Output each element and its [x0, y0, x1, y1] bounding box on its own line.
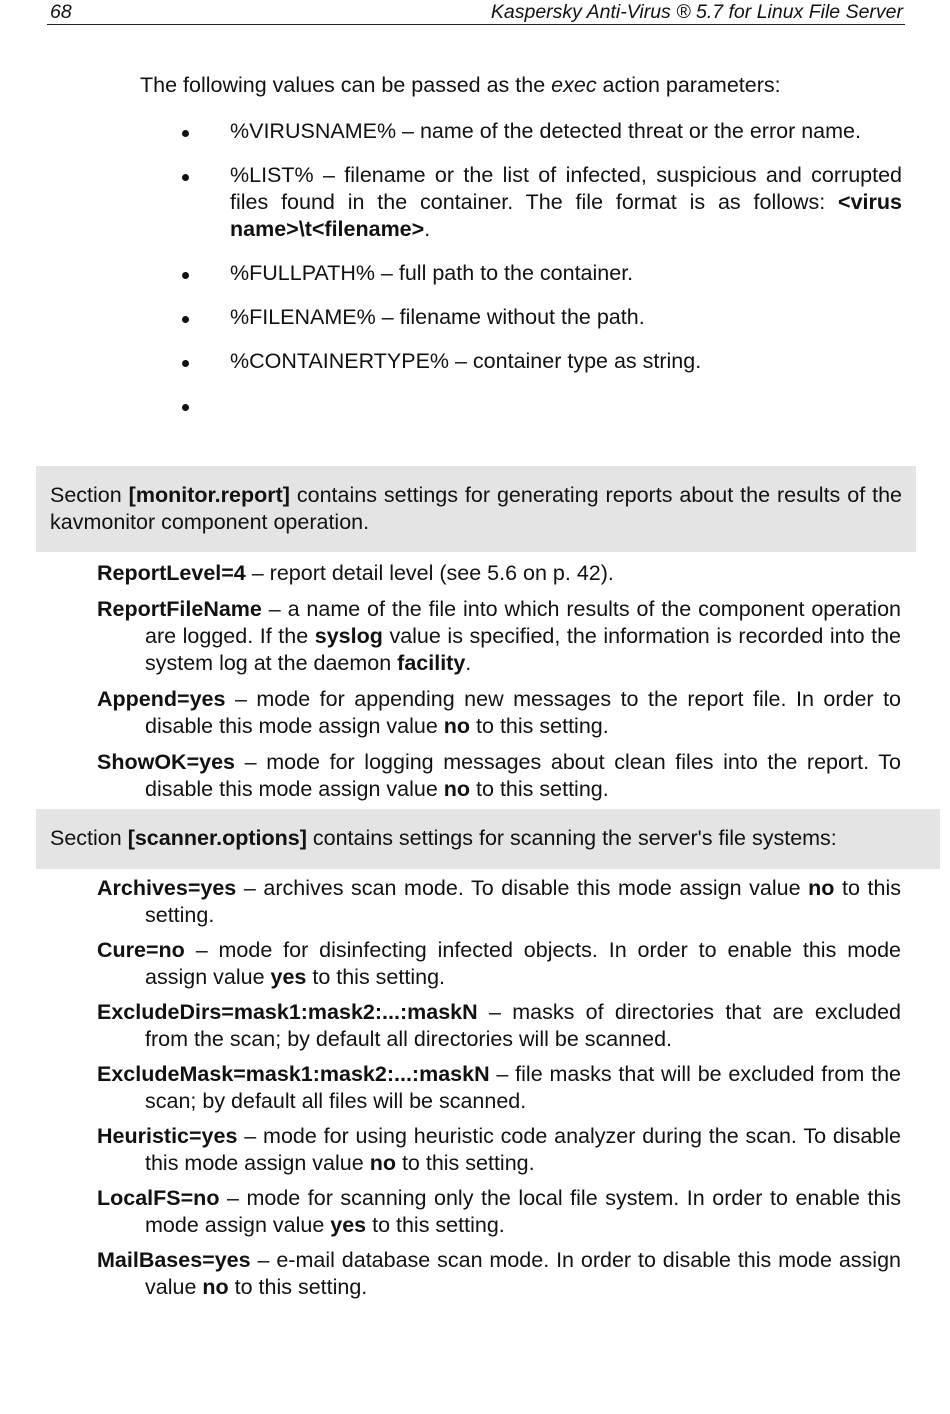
setting-value-term: no: [443, 777, 471, 801]
setting-entry: [97, 560, 901, 587]
list-item-empty: [182, 392, 902, 419]
section-monitor-report-box: [36, 466, 916, 552]
setting-key: MailBases=yes: [97, 1248, 251, 1272]
setting-key: ReportFileName: [97, 597, 262, 621]
setting-description: to this setting.: [228, 1275, 368, 1299]
setting-value-term: facility: [397, 651, 466, 675]
setting-key: ExcludeDirs=mask1:mask2:...:maskN: [97, 1000, 478, 1024]
setting-entry: [97, 875, 901, 929]
setting-key: ExcludeMask=mask1:mask2:...:maskN: [97, 1062, 490, 1086]
setting-entry: [97, 1247, 901, 1301]
setting-description: – mode for logging messages about clean files into the report. To disable this mode assign value: [145, 750, 901, 801]
setting-description: – e-mail database scan mode. In order to disable this mode assign value: [145, 1248, 901, 1299]
setting-entry: [97, 596, 901, 677]
intro-text-end: action parameters:: [596, 73, 781, 97]
setting-key: ShowOK=yes: [97, 750, 236, 774]
bullet-icon: [182, 272, 189, 279]
bullet-icon: [182, 130, 189, 137]
scanner-options-settings: [97, 875, 901, 1309]
intro-paragraph: [140, 71, 910, 99]
bullet-icon: [182, 360, 189, 367]
setting-entry: [97, 749, 901, 803]
setting-entry: [97, 1185, 901, 1239]
setting-value-term: yes: [270, 965, 307, 989]
setting-key: Archives=yes: [97, 876, 237, 900]
section-prefix: Section: [50, 826, 128, 850]
setting-value-term: no: [808, 876, 835, 900]
page-number: 68: [50, 1, 72, 23]
setting-value-term: syslog: [314, 624, 383, 648]
setting-entry: [97, 1123, 901, 1177]
setting-key: Append=yes: [97, 687, 226, 711]
setting-entry: [97, 686, 901, 740]
setting-description: to this setting.: [470, 714, 609, 738]
setting-entry: [97, 937, 901, 991]
setting-key: LocalFS=no: [97, 1186, 220, 1210]
section-prefix: Section: [50, 483, 129, 507]
list-item-text: %LIST% – filename or the list of infected, suspicious and corrupted files found in the container. The file format is as follows:: [230, 163, 902, 214]
setting-entry: [97, 1061, 901, 1115]
list-item-text: %CONTAINERTYPE% – container type as string.: [230, 349, 702, 373]
bullet-icon: [182, 316, 189, 323]
list-item-text: %VIRUSNAME% – name of the detected threat or the error name.: [230, 119, 861, 143]
list-item-text: %FILENAME% – filename without the path.: [230, 305, 645, 329]
section-name: [monitor.report]: [128, 483, 290, 507]
setting-value-term: no: [202, 1275, 229, 1299]
setting-value-term: no: [443, 714, 471, 738]
file-format-term: <virus name>\t<filename>: [230, 190, 902, 241]
setting-description: to this setting.: [145, 876, 901, 927]
setting-description: .: [465, 651, 472, 675]
setting-description: – mode for using heuristic code analyzer during the scan. To disable this mode assign value: [145, 1124, 901, 1175]
setting-value-term: no: [369, 1151, 396, 1175]
monitor-report-settings: [97, 560, 901, 812]
setting-key: Heuristic=yes: [97, 1124, 238, 1148]
setting-key: Cure=no: [97, 938, 185, 962]
intro-exec-term: exec: [551, 73, 597, 97]
page-header: [47, 0, 905, 25]
setting-value-term: yes: [330, 1213, 367, 1237]
list-item: [182, 162, 902, 243]
section-name: [scanner.options]: [127, 826, 307, 850]
intro-text: The following values can be passed as the: [140, 73, 552, 97]
setting-description: to this setting.: [306, 965, 446, 989]
setting-description: to this setting.: [395, 1151, 535, 1175]
list-item-text: %FULLPATH% – full path to the container.: [230, 261, 634, 285]
bullet-icon: [182, 174, 189, 181]
setting-description: – mode for appending new messages to the report file. In order to disable this mode assign value: [145, 687, 901, 738]
setting-description: – file masks that will be excluded from the scan; by default all files will be scanned.: [145, 1062, 901, 1113]
setting-description: to this setting.: [366, 1213, 505, 1237]
setting-description: – masks of directories that are excluded from the scan; by default all directories will be scanned.: [145, 1000, 901, 1051]
setting-description: – mode for scanning only the local file system. In order to enable this mode assign value: [145, 1186, 901, 1237]
bullet-icon: [182, 404, 189, 411]
section-description: contains settings for scanning the server's file systems:: [306, 826, 837, 850]
list-item: [182, 260, 902, 287]
header-title: Kaspersky Anti-Virus ® 5.7 for Linux File Server: [490, 1, 903, 23]
list-item-tail: .: [424, 217, 431, 241]
list-item: [182, 118, 902, 145]
exec-parameter-list: [182, 118, 902, 436]
setting-description: value is specified, the information is recorded into the system log at the daemon: [145, 624, 901, 675]
setting-description: – report detail level (see 5.6 on p. 42).: [245, 561, 614, 585]
setting-description: to this setting.: [470, 777, 609, 801]
list-item: [182, 304, 902, 331]
list-item: [182, 348, 902, 375]
setting-description: – a name of the file into which results of the component operation are logged. If the: [145, 597, 901, 648]
section-scanner-options-box: [36, 809, 940, 869]
setting-key: ReportLevel=4: [97, 561, 246, 585]
setting-description: – archives scan mode. To disable this mode assign value: [236, 876, 809, 900]
setting-description: – mode for disinfecting infected objects. In order to enable this mode assign value: [145, 938, 901, 989]
setting-entry: [97, 999, 901, 1053]
section-description: contains settings for generating reports about the results of the kavmonitor component operation.: [50, 483, 903, 534]
